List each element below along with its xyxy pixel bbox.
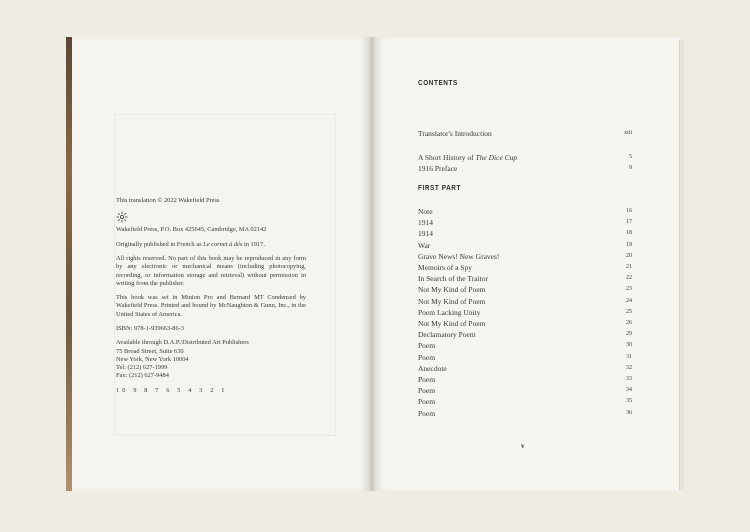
toc-entry <box>418 363 632 374</box>
toc-entry <box>418 307 632 318</box>
distributor-line: Tel: (212) 627-1999 <box>116 363 168 371</box>
rights-notice: All rights reserved. No part of this book may be reproduced in any form by any electronic or mechanical means (including photocopying, recording, or information storage and retrieval) without permission in writing from the publisher. <box>116 255 306 287</box>
toc-page: xiii <box>623 130 632 136</box>
toc-title: Poem <box>418 352 436 362</box>
toc-entry <box>418 318 632 329</box>
original-title: Le cornet à dés <box>203 240 243 248</box>
toc-title: Translator's Introduction <box>418 129 492 138</box>
toc-entry <box>418 352 632 363</box>
distributor-line: Fax: (212) 627-9484 <box>116 372 169 380</box>
toc-title: Poem <box>418 397 436 407</box>
toc-title: Poem <box>418 408 436 418</box>
toc-page: 25 <box>626 308 632 315</box>
toc-page: 34 <box>626 387 632 394</box>
copyright-block <box>116 197 306 401</box>
toc-page: 19 <box>626 241 632 248</box>
distributor-line: Available through D.A.P./Distributed Art Publishers <box>116 339 249 347</box>
toc-title: War <box>418 240 431 250</box>
toc-page: 33 <box>626 376 632 382</box>
page-edges <box>679 40 684 490</box>
toc-title: Poem <box>418 375 436 384</box>
toc-entry <box>418 206 632 217</box>
contents-heading: CONTENTS <box>418 80 458 87</box>
toc-title: Poem Lacking Unity <box>418 307 481 317</box>
toc-page: 23 <box>626 286 632 293</box>
toc-entry <box>418 262 632 273</box>
toc-entry <box>418 284 632 295</box>
toc-page: 35 <box>626 398 632 405</box>
toc-title: In Search of the Traitor <box>418 274 488 284</box>
toc-title: Poem <box>418 341 436 351</box>
toc-title: Not My Kind of Poem <box>418 319 486 328</box>
typesetting-note: This book was set in Minion Pro and Bernard MT Condensed by Wakefield Press. Printed and bound by McNaughton & Gunn, Inc., in the United States of America. <box>116 294 306 318</box>
toc-title: 1916 Preface <box>418 164 458 173</box>
toc-page: 29 <box>626 331 632 338</box>
toc-page: 26 <box>626 320 632 326</box>
original-publication: Originally published in French as Le cornet à dés in 1917. <box>116 240 265 248</box>
toc-page: 18 <box>626 230 632 237</box>
toc-entry <box>418 240 632 251</box>
first-part-heading: FIRST PART <box>418 185 461 192</box>
toc-entry <box>418 329 632 340</box>
toc-page: 24 <box>626 297 632 304</box>
toc-page: 5 <box>629 154 632 160</box>
toc-title: Memoirs of a Spy <box>418 263 472 272</box>
toc-title: Grave News! New Graves! <box>418 251 500 261</box>
toc-page: 30 <box>626 342 632 349</box>
toc-entry-history <box>418 152 632 163</box>
toc-entry <box>418 251 632 262</box>
toc-page: 32 <box>626 364 632 371</box>
toc-page: 36 <box>626 409 632 416</box>
toc-entry <box>418 396 632 407</box>
toc-title: 1914 <box>418 229 433 239</box>
sunburst-logo-icon <box>116 211 128 223</box>
toc-page: 21 <box>626 264 632 270</box>
distributor-line: New York, New York 10004 <box>116 355 189 363</box>
toc-entry <box>418 340 632 351</box>
distributor-line: 75 Broad Street, Suite 630 <box>116 347 184 355</box>
toc-entry <box>418 374 632 385</box>
toc-entry <box>418 273 632 284</box>
toc-entry-preface <box>418 163 632 174</box>
toc-page: 16 <box>626 208 632 214</box>
toc-entry <box>418 217 632 228</box>
toc-page: 20 <box>626 252 632 259</box>
copyright-line: This translation © 2022 Wakefield Press <box>116 197 220 204</box>
printer-key: 10 9 8 7 6 5 4 3 2 1 <box>116 386 228 394</box>
toc-entry <box>418 408 632 419</box>
toc-page: 31 <box>626 353 632 360</box>
toc-title: Note <box>418 207 433 216</box>
toc-title: Not My Kind of Poem <box>418 296 486 306</box>
toc-page: 22 <box>626 275 632 282</box>
toc-title: Declamatory Poem <box>418 330 476 340</box>
isbn: ISBN: 978-1-939663-86-3 <box>116 324 184 332</box>
toc-title: Anecdote <box>418 363 447 373</box>
page-folio: v <box>521 442 525 450</box>
toc-page: 9 <box>629 165 632 171</box>
toc-page: 17 <box>626 219 632 226</box>
distributor-block <box>116 339 306 380</box>
toc-title: Not My Kind of Poem <box>418 285 486 295</box>
toc-title: Poem <box>418 386 436 396</box>
publisher-address: Wakefield Press, P.O. Box 425645, Cambridge, MA 02142 <box>116 226 267 234</box>
toc-entry-introduction <box>418 128 632 139</box>
toc-entry <box>418 228 632 239</box>
toc-entry <box>418 385 632 396</box>
toc-entry <box>418 296 632 307</box>
toc-title: 1914 <box>418 218 433 228</box>
toc-title: A Short History of The Dice Cup <box>418 153 518 162</box>
